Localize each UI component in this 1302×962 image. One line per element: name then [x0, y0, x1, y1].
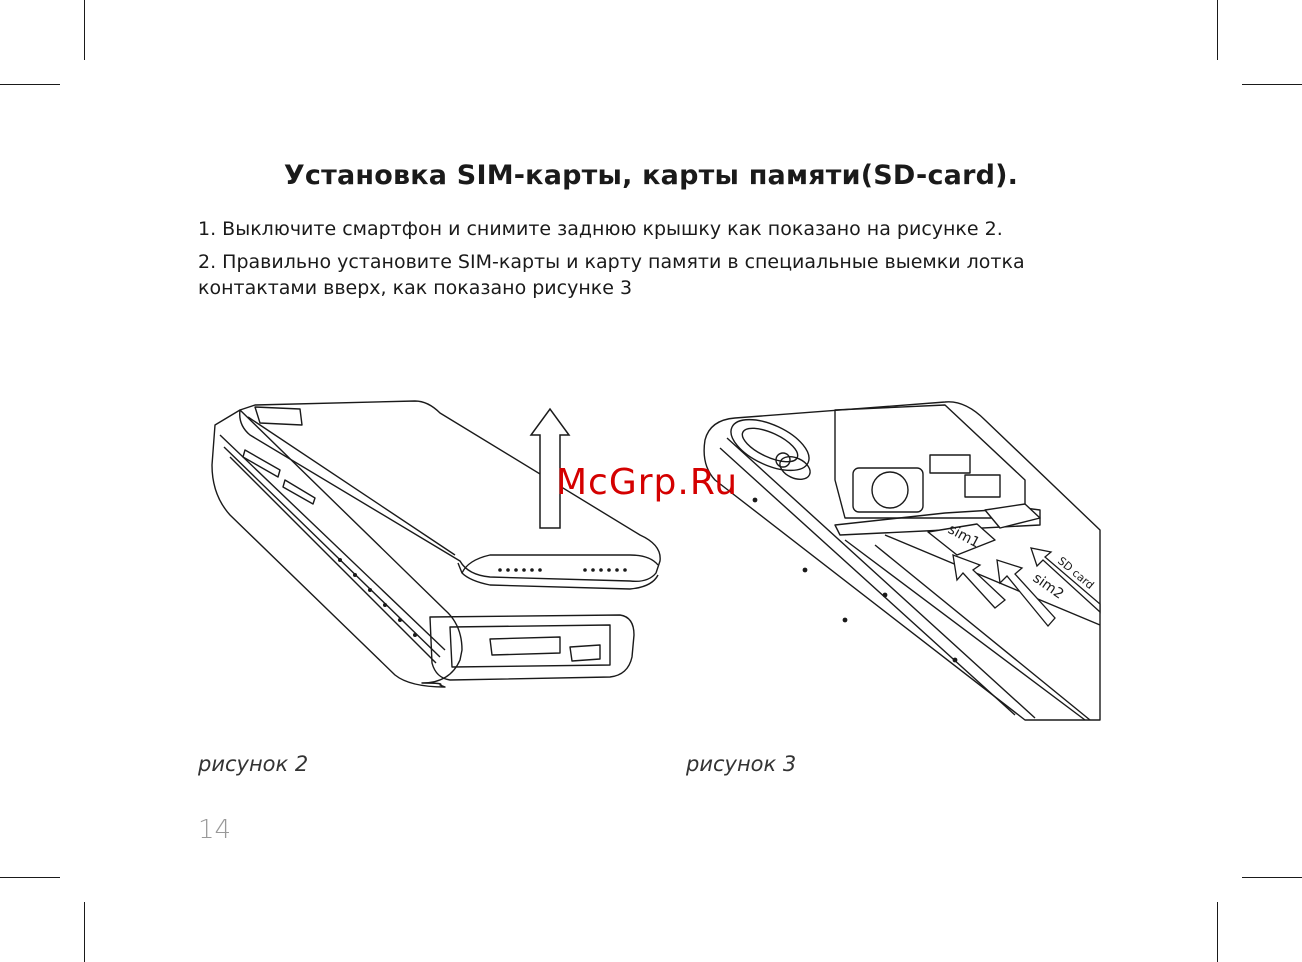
crop-mark-bottom-right-v	[1217, 902, 1218, 962]
crop-mark-bottom-left-h	[0, 877, 60, 878]
watermark: McGrp.Ru	[556, 462, 739, 503]
page-number: 14	[198, 815, 232, 845]
caption-figure-3: рисунок 3	[686, 752, 797, 776]
instruction-step-2: 2. Правильно установите SIM-карты и карту памяти в специальные выемки лотка контактами вверх, как показано рисунке 3	[198, 251, 1025, 299]
label-sim2: sim2	[1029, 570, 1067, 603]
crop-mark-bottom-right-h	[1242, 877, 1302, 878]
instruction-step-1: 1. Выключите смартфон и снимите заднюю крышку как показано на рисунке 2.	[198, 218, 1003, 240]
crop-mark-bottom-left-v	[84, 902, 85, 962]
label-sim1: sim1	[945, 521, 983, 552]
label-sd-card: SD card	[1055, 554, 1097, 592]
caption-figure-2: рисунок 2	[198, 752, 309, 776]
figure-3-sim-sd-slots	[695, 400, 1105, 725]
figure-2-phone-cover-removal	[200, 395, 670, 695]
crop-mark-top-right-h	[1242, 84, 1302, 85]
crop-mark-top-left-v	[84, 0, 85, 60]
crop-mark-top-right-v	[1217, 0, 1218, 60]
page-title: Установка SIM-карты, карты памяти(SD-card).	[283, 160, 1019, 191]
crop-mark-top-left-h	[0, 84, 60, 85]
